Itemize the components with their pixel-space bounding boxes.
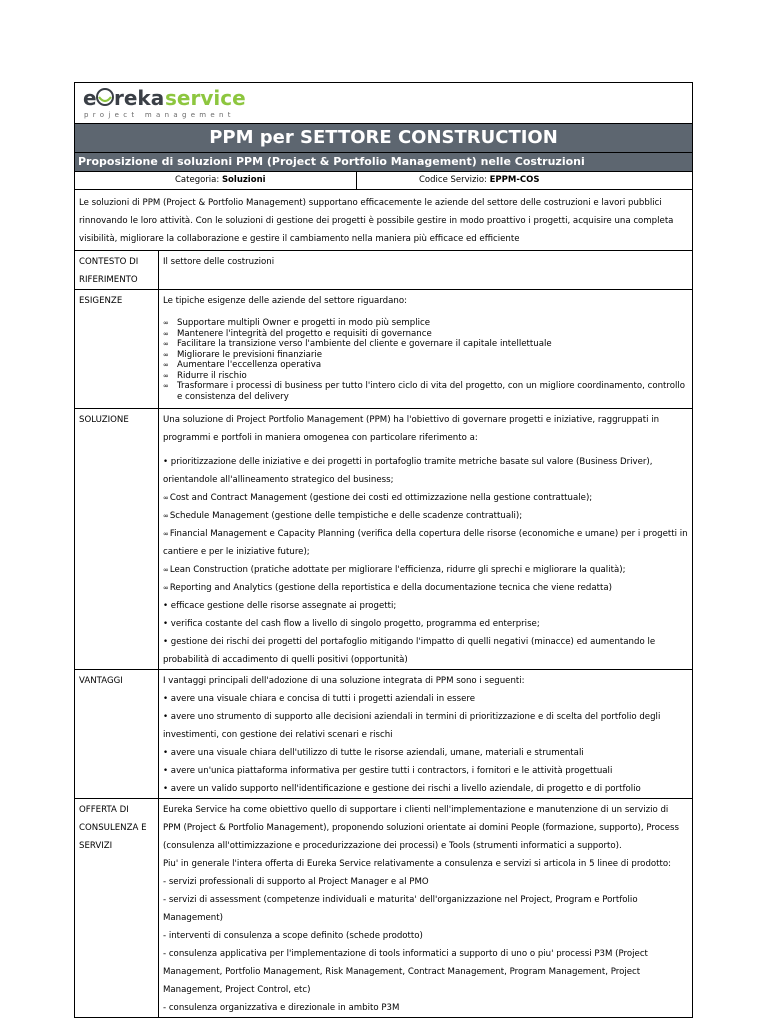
list-item: ∞ Schedule Management (gestione delle tempistiche e delle scadenze contrattuali);: [163, 507, 688, 525]
list-item: ∞ Aumentare l'eccellenza operativa: [163, 360, 688, 371]
section-esigenze: [75, 290, 692, 409]
list-item: ∞ Lean Construction (pratiche adottate per migliorare l'efficienza, ridurre gli sprechi e migliorare la qualità);: [163, 561, 688, 579]
list-item: • prioritizzazione delle iniziative e dei progetti in portafoglio tramite metriche basate sul valore (Business Driver), orientandole all'allineamento strategico del business;: [163, 457, 653, 485]
svg-text:project management: project management: [84, 111, 235, 119]
list-item: ∞ Trasformare i processi di business per tutto l'intero ciclo di vita del progetto, con un migliore coordinamento, controllo e consistenza del delivery: [163, 381, 688, 402]
list-item: ∞ Cost and Contract Management (gestione dei costi ed ottimizzazione nella gestione contrattuale);: [163, 489, 688, 507]
intro-text: Le soluzioni di PPM (Project & Portfolio Management) supportano efficacemente le aziende del settore delle costruzioni e lavori pubblici rinnovando le loro attività. Con le soluzioni di gestione dei progetti è possibile gestire in modo proattivo i progetti, acquisire una completa visibilità, migliorare la collaborazione e gestire il cambiamento nella maniera più efficace ed efficiente: [75, 190, 692, 251]
page-title: PPM per SETTORE CONSTRUCTION: [75, 124, 692, 153]
section-content: [159, 799, 692, 1017]
list-item: - servizi professionali di supporto al Project Manager e al PMO: [163, 877, 429, 887]
svg-text:reka: reka: [114, 86, 165, 110]
list-item: • avere una visuale chiara dell'utilizzo di tutte le risorse aziendali, umane, materiali e strumentali: [163, 748, 584, 758]
page-subtitle: Proposizione di soluzioni PPM (Project & Portfolio Management) nelle Costruzioni: [75, 153, 692, 172]
document: [74, 82, 693, 1018]
section-content: Il settore delle costruzioni: [163, 257, 275, 267]
list-item: ∞ Migliorare le previsioni finanziarie: [163, 350, 688, 361]
section-label: OFFERTA DI CONSULENZA E SERVIZI: [75, 799, 159, 1017]
list-item: • avere uno strumento di supporto alle decisioni aziendali in termini di prioritizzazione e di scelta del portfolio degli investimenti, con gestione dei relativi scenari e rischi: [163, 712, 661, 740]
list-item: ∞ Reporting and Analytics (gestione della reportistica e della documentazione tecnica che viene redatta): [163, 579, 688, 597]
category-cell: [75, 172, 357, 189]
section-label: SOLUZIONE: [75, 409, 159, 669]
list-item: ∞ Supportare multipli Owner e progetti in modo più semplice: [163, 318, 688, 329]
list-item: ∞ Facilitare la transizione verso l'ambiente del cliente e governare il capitale intellettuale: [163, 339, 688, 350]
svg-text:service: service: [165, 86, 246, 110]
section-contesto: [75, 251, 692, 290]
section-soluzione: [75, 409, 692, 670]
esigenze-list: [163, 318, 688, 402]
section-lead: I vantaggi principali dell'adozione di una soluzione integrata di PPM sono i seguenti:: [163, 676, 525, 686]
section-content: [159, 409, 692, 669]
list-item: • avere un valido supporto nell'identificazione e gestione dei rischi a livello aziendale, di progetto e di portfolio: [163, 784, 641, 794]
category-row: [75, 172, 692, 190]
paragraph: Piu' in generale l'intera offerta di Eureka Service relativamente a consulenza e servizi si articola in 5 linee di prodotto:: [163, 859, 672, 869]
eureka-logo-graphic: [81, 86, 281, 120]
section-content: [159, 290, 692, 408]
service-code-cell: [357, 172, 692, 189]
list-item: • avere una visuale chiara e concisa di tutti i progetti aziendali in essere: [163, 694, 476, 704]
list-item: ∞ Financial Management e Capacity Planning (verifica della copertura delle risorse (economiche e umane) per i progetti in cantiere e per le iniziative future);: [163, 525, 688, 561]
section-vantaggi: [75, 670, 692, 799]
list-item: - consulenza applicativa per l'implementazione di tools informatici a supporto di uno o piu' processi P3M (Project Management, Portfolio Management, Risk Management, Contract Management, Program Management, Project Management, Project Control, etc): [163, 949, 648, 995]
list-item: ∞ Mantenere l'integrità del progetto e requisiti di governance: [163, 329, 688, 340]
paragraph: Eureka Service ha come obiettivo quello di supportare i clienti nell'implementazione e manutenzione di un servizio di PPM (Project & Portfolio Management), proponendo soluzioni orientate ai domini People (formazione, supporto), Process (consulenza all'ottimizzazione e procedurizzazione dei processi) e Tools (strumenti informatici a supporto).: [163, 805, 679, 851]
section-lead: Le tipiche esigenze delle aziende del settore riguardano:: [163, 296, 408, 306]
section-lead: Una soluzione di Project Portfolio Management (PPM) ha l'obiettivo di governare progetti e iniziative, raggruppati in programmi e portfoli in maniera omogenea con particolare riferimento a:: [163, 415, 660, 443]
category-value: Soluzioni: [221, 175, 266, 185]
list-item: - interventi di consulenza a scope definito (schede prodotto): [163, 931, 423, 941]
eureka-logo: [81, 86, 281, 124]
list-item: - consulenza organizzativa e direzionale in ambito P3M: [163, 1003, 400, 1013]
section-offerta: [75, 799, 692, 1017]
list-item: • efficace gestione delle risorse assegnate ai progetti;: [163, 601, 397, 611]
list-item: • gestione dei rischi dei progetti del portafoglio mitigando l'impatto di quelli negativi (minacce) ed aumentando le probabilità di accadimento di quelli positivi (opportunità): [163, 637, 656, 665]
list-item: • avere un'unica piattaforma informativa per gestire tutti i contractors, i fornitori e le attività progettuali: [163, 766, 613, 776]
service-code-label: Codice Servizio:: [419, 175, 490, 185]
svg-text:e: e: [83, 86, 97, 110]
category-label: Categoria:: [175, 175, 222, 185]
logo-area: [75, 83, 692, 124]
list-item: ∞ Ridurre il rischio: [163, 371, 688, 382]
list-item: - servizi di assessment (competenze individuali e maturita' dell'organizzazione nel Project, Program e Portfolio Management): [163, 895, 638, 923]
section-content: [159, 670, 692, 798]
list-item: • verifica costante del cash flow a livello di singolo progetto, programma ed enterprise;: [163, 619, 540, 629]
section-label: VANTAGGI: [75, 670, 159, 798]
section-label: ESIGENZE: [75, 290, 159, 408]
section-label: CONTESTO DI RIFERIMENTO: [75, 251, 159, 289]
service-code-value: EPPM-COS: [489, 175, 540, 185]
